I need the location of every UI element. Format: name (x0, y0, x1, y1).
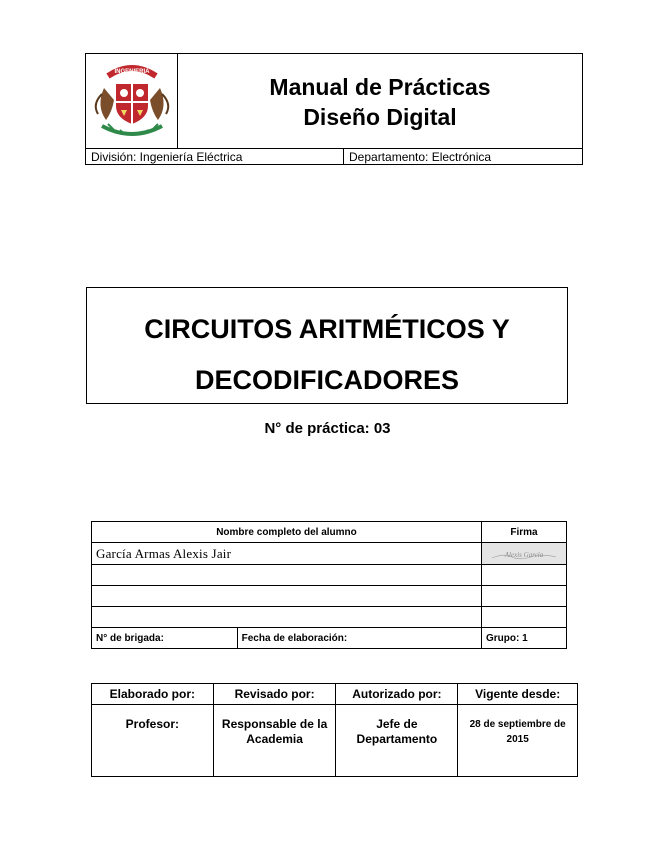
students-table (91, 521, 567, 649)
logo-cell (86, 54, 178, 148)
division-label: División: Ingeniería Eléctrica (86, 149, 344, 165)
student-name (92, 607, 482, 628)
practice-title (87, 304, 567, 406)
header-info-row (86, 148, 582, 164)
valid-since-value: 28 de septiembre de 2015 (458, 705, 578, 777)
logo-text: INGENIERIA (114, 69, 150, 75)
reviewed-by-header: Revisado por: (213, 684, 336, 705)
manual-title: Manual de Prácticas (269, 74, 491, 100)
document-header (85, 53, 583, 165)
authorized-by-value: Jefe de Departamento (336, 705, 458, 777)
practice-title-box (86, 287, 568, 404)
signature-text: Alexis García (504, 551, 544, 559)
table-row (92, 543, 567, 565)
group-label: Grupo: 1 (481, 628, 566, 649)
student-name (92, 586, 482, 607)
student-signature (481, 607, 566, 628)
authorized-by-header: Autorizado por: (336, 684, 458, 705)
reviewed-by-value: Responsable de la Academia (213, 705, 336, 777)
student-name-header: Nombre completo del alumno (92, 522, 482, 543)
signature-image (482, 543, 566, 564)
practice-number: N° de práctica: 03 (264, 420, 391, 437)
signature-header: Firma (481, 522, 566, 543)
table-row (92, 565, 567, 586)
student-signature (481, 543, 566, 565)
department-label: Departamento: Electrónica (349, 150, 492, 164)
table-row (92, 586, 567, 607)
date-label: Fecha de elaboración: (237, 628, 481, 649)
student-name (92, 565, 482, 586)
approval-header-row (92, 684, 578, 705)
course-title: Diseño Digital (303, 104, 457, 130)
students-table-header (92, 522, 567, 543)
student-name: García Armas Alexis Jair (92, 543, 482, 565)
approval-value-row (92, 705, 578, 777)
practice-title-line-1: CIRCUITOS ARITMÉTICOS Y (144, 314, 510, 344)
student-signature (481, 586, 566, 607)
elaborated-by-header: Elaborado por: (92, 684, 214, 705)
valid-since-header: Vigente desde: (458, 684, 578, 705)
approval-table (91, 683, 578, 777)
table-row (92, 607, 567, 628)
engineering-faculty-logo (86, 54, 178, 148)
title-cell (178, 54, 582, 148)
practice-title-line-2: DECODIFICADORES (194, 365, 459, 395)
brigade-label: N° de brigada: (92, 628, 238, 649)
student-signature (481, 565, 566, 586)
elaborated-by-value: Profesor: (92, 705, 214, 777)
students-table-footer (92, 628, 567, 649)
